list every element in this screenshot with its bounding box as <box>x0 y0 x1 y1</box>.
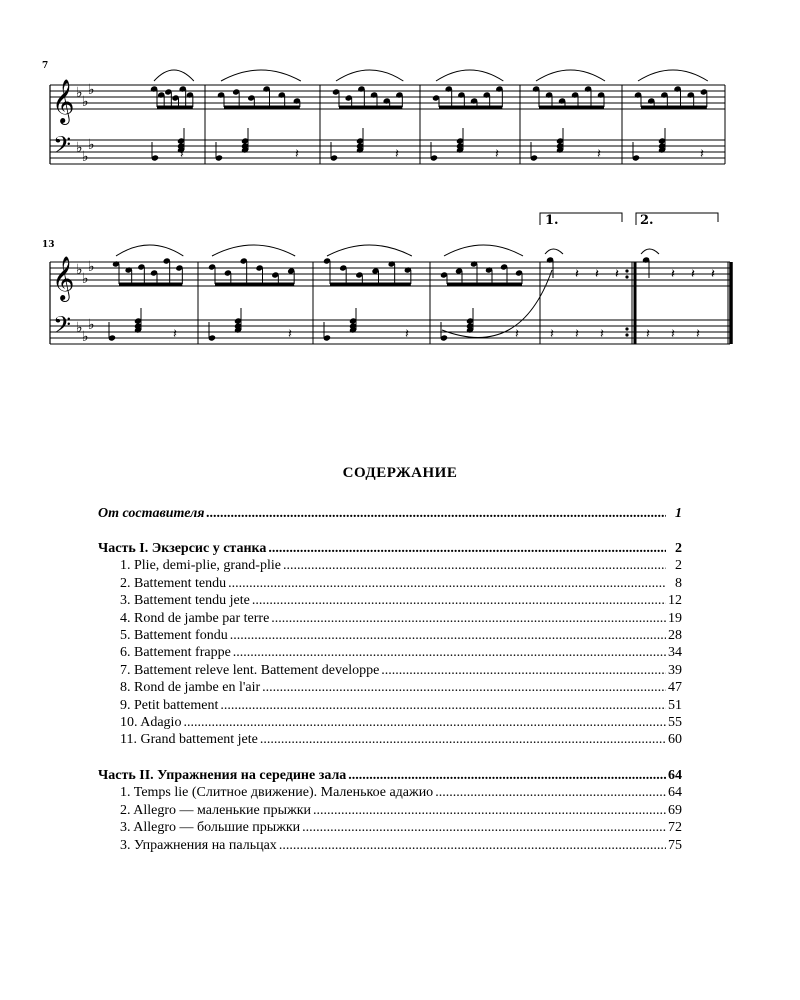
toc-entry-page: 34 <box>668 645 682 661</box>
rest-icon: 𝄽 <box>495 147 499 162</box>
toc-entry-title: 2. Battement tendu <box>120 575 227 591</box>
rest-icon: 𝄽 <box>395 147 399 162</box>
toc-row-item <box>98 679 682 696</box>
bass-clef-icon: 𝄢 <box>53 311 72 344</box>
flat-icon: ♭ <box>76 140 83 156</box>
slur <box>638 70 708 81</box>
leader-dots <box>283 557 666 574</box>
toc-entry-title: 7. Battement releve lent. Battement developpe <box>120 662 380 678</box>
leader-dots <box>260 731 666 748</box>
toc-part-page: 64 <box>668 768 682 783</box>
toc-row-item <box>98 784 682 801</box>
toc-entry-page: 55 <box>668 715 682 731</box>
music-score <box>0 0 800 400</box>
toc-entry-page: 75 <box>668 837 682 853</box>
leader-dots <box>233 644 666 661</box>
toc-row-item <box>98 837 682 854</box>
toc-row-item <box>98 819 682 836</box>
leader-dots <box>230 627 666 644</box>
slur <box>212 245 295 256</box>
toc-entry-title: 1. Plie, demi-plie, grand-plie <box>120 558 281 574</box>
leader-dots <box>206 505 666 522</box>
toc-title: СОДЕРЖАНИЕ <box>342 465 458 481</box>
leader-dots <box>435 784 666 801</box>
flat-icon: ♭ <box>76 262 83 278</box>
rest-icon: 𝄽 <box>295 147 299 162</box>
toc-entry-title: 3. Упражнения на пальцах <box>120 837 277 853</box>
grace-slur <box>545 249 563 254</box>
flat-icon: ♭ <box>88 317 95 333</box>
toc-row-part-1 <box>98 540 682 557</box>
flat-icon: ♭ <box>82 329 89 345</box>
leader-dots <box>228 575 666 592</box>
leader-dots <box>271 610 666 627</box>
repeat-dot <box>625 333 628 336</box>
slur <box>327 245 412 256</box>
toc-entry-title: 9. Petit battement <box>120 697 219 713</box>
rest-icon: 𝄽 <box>575 267 579 282</box>
treble-clef-icon: 𝄞 <box>52 79 75 123</box>
leader-dots <box>302 819 666 836</box>
toc-entry-title: 8. Rond de jambe en l'air <box>120 680 261 696</box>
toc-entry-title: 2. Allegro — маленькие прыжки <box>120 802 312 818</box>
leader-dots <box>279 837 666 854</box>
toc-part-2 <box>98 767 682 854</box>
toc-entry-title: От составителя <box>98 506 205 521</box>
toc-entry-page: 1 <box>675 506 682 521</box>
flat-icon: ♭ <box>88 259 95 275</box>
leader-dots <box>268 540 666 557</box>
repeat-dot <box>625 275 628 278</box>
toc-entry-page: 51 <box>668 697 682 713</box>
flat-icon: ♭ <box>88 137 95 153</box>
rest-icon: 𝄽 <box>711 267 715 282</box>
toc-intro <box>98 505 682 522</box>
rest-icon: 𝄽 <box>671 267 675 282</box>
bass-clef-icon: 𝄢 <box>53 131 72 164</box>
leader-dots <box>220 697 666 714</box>
toc-entry-title: 5. Battement fondu <box>120 628 228 644</box>
rest-icon: 𝄽 <box>700 147 704 162</box>
toc-entry-title: 4. Rond de jambe par terre <box>120 610 270 626</box>
toc-entry-title: 1. Temps lie (Слитное движение). Маленькое адажио <box>120 785 434 801</box>
rest-icon: 𝄽 <box>600 327 604 342</box>
toc-entry-page: 69 <box>668 802 682 818</box>
toc-entry-page: 28 <box>668 628 682 644</box>
slur <box>436 70 503 81</box>
flat-icon: ♭ <box>88 82 95 98</box>
toc-row-item <box>98 557 682 574</box>
rest-icon: 𝄽 <box>550 327 554 342</box>
toc-row-item <box>98 627 682 644</box>
toc-row-item <box>98 592 682 609</box>
toc-entry-page: 8 <box>675 575 682 591</box>
slur <box>221 70 301 81</box>
slur <box>336 70 403 81</box>
grace-slur <box>641 249 659 254</box>
flat-icon: ♭ <box>76 85 83 101</box>
repeat-dot <box>625 269 628 272</box>
leader-dots <box>313 802 666 819</box>
rest-icon: 𝄽 <box>597 147 601 162</box>
slur <box>536 70 605 81</box>
toc-row-part-2 <box>98 767 682 784</box>
toc-row-item <box>98 610 682 627</box>
leader-dots <box>183 714 666 731</box>
flat-icon: ♭ <box>82 149 89 165</box>
rest-icon: 𝄽 <box>671 327 675 342</box>
rest-icon: 𝄽 <box>691 267 695 282</box>
treble-clef-icon: 𝄞 <box>52 256 75 300</box>
leader-dots <box>348 767 666 784</box>
toc-part-title: Часть I. Экзерсис у станка <box>98 541 267 556</box>
toc-entry-title: 3. Allegro — большие прыжки <box>120 820 301 836</box>
toc-entry-page: 12 <box>668 593 682 609</box>
rest-icon: 𝄽 <box>696 327 700 342</box>
toc-row-item <box>98 697 682 714</box>
toc-part-title: Часть II. Упражнения на середине зала <box>98 768 347 783</box>
flat-icon: ♭ <box>76 320 83 336</box>
toc-entry-title: 10. Adagio <box>120 715 182 731</box>
measure-number-7: 7 <box>42 61 49 71</box>
toc-row-item <box>98 575 682 592</box>
toc-entry-page: 2 <box>675 558 682 574</box>
repeat-dot <box>625 327 628 330</box>
toc-part-page: 2 <box>675 541 682 556</box>
flat-icon: ♭ <box>82 94 89 110</box>
flat-icon: ♭ <box>82 271 89 287</box>
leader-dots <box>262 679 666 696</box>
slur <box>444 245 523 256</box>
slur <box>116 245 183 256</box>
leader-dots <box>252 592 666 609</box>
toc-entry-page: 39 <box>668 662 682 678</box>
rest-icon: 𝄽 <box>646 327 650 342</box>
volta-2-label: 2. <box>640 213 654 228</box>
toc-entry-title: 3. Battement tendu jete <box>120 593 250 609</box>
rest-icon: 𝄽 <box>515 327 519 342</box>
toc-part-1 <box>98 540 682 749</box>
volta-1-label: 1. <box>545 213 559 228</box>
rest-icon: 𝄽 <box>595 267 599 282</box>
toc-row-intro <box>98 505 682 522</box>
toc-row-item <box>98 731 682 748</box>
rest-icon: 𝄽 <box>180 147 184 162</box>
toc-entry-page: 60 <box>668 732 682 748</box>
toc-entry-title: 6. Battement frappe <box>120 645 231 661</box>
toc-entry-title: 11. Grand battement jete <box>120 732 258 748</box>
toc-entry-page: 19 <box>668 610 682 626</box>
toc-entry-page: 64 <box>668 785 682 801</box>
leader-dots <box>381 662 666 679</box>
toc-row-item <box>98 662 682 679</box>
toc-entry-page: 47 <box>668 680 682 696</box>
toc-row-item <box>98 802 682 819</box>
rest-icon: 𝄽 <box>575 327 579 342</box>
slur <box>154 70 194 81</box>
rest-icon: 𝄽 <box>288 327 292 342</box>
toc-entry-page: 72 <box>668 820 682 836</box>
toc-row-item <box>98 644 682 661</box>
rest-icon: 𝄽 <box>615 267 619 282</box>
measure-number-13: 13 <box>42 240 55 250</box>
toc-row-item <box>98 714 682 731</box>
rest-icon: 𝄽 <box>405 327 409 342</box>
rest-icon: 𝄽 <box>173 327 177 342</box>
